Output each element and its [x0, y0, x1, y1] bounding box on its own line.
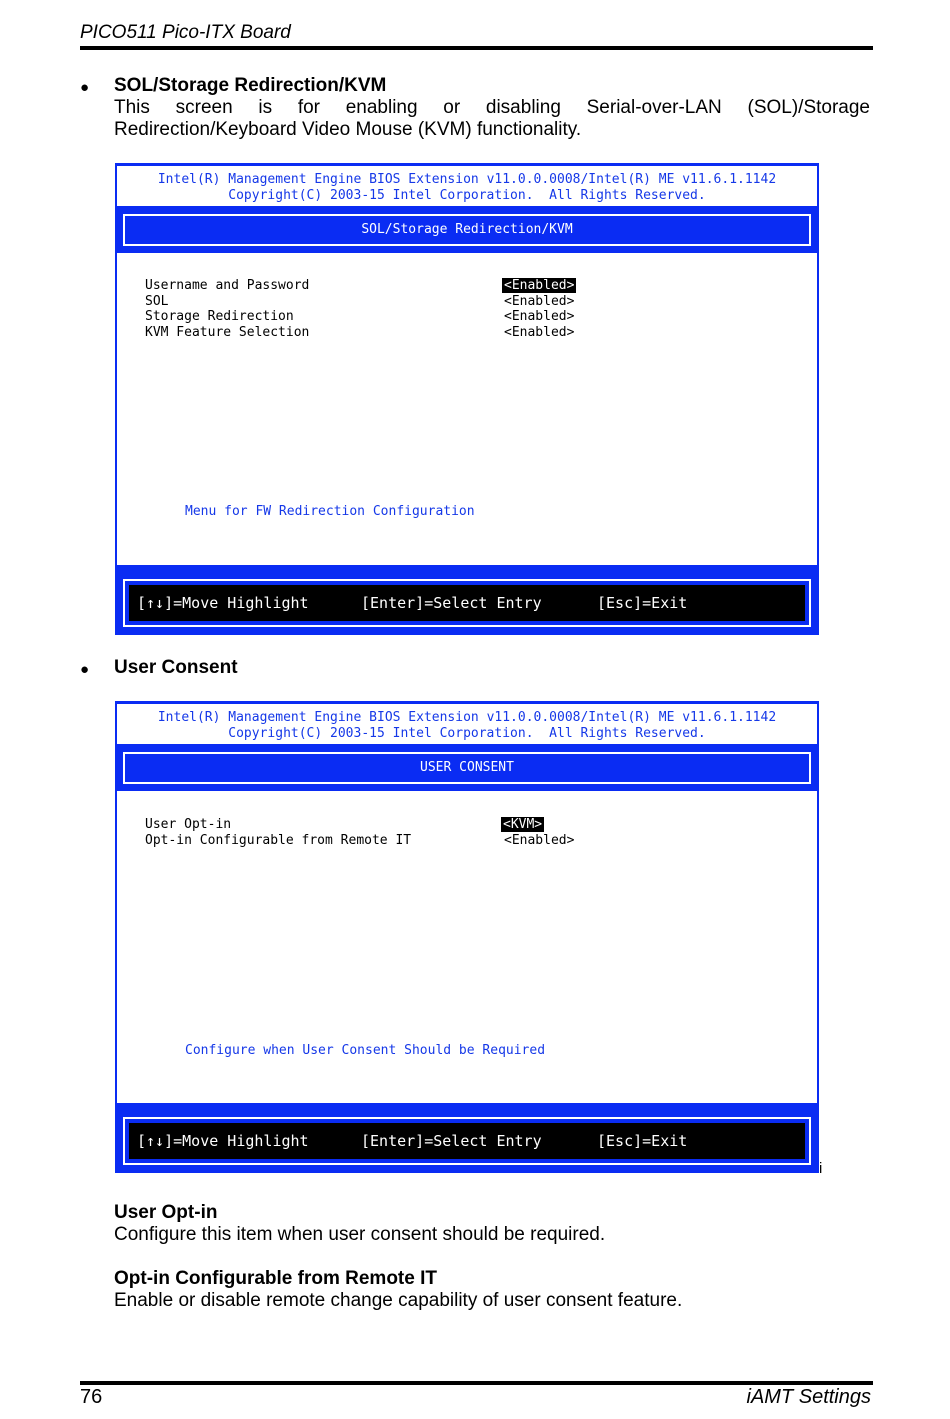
- section-title-sol: SOL/Storage Redirection/KVM: [114, 75, 387, 96]
- menu-item-storage-redirection[interactable]: Storage Redirection: [145, 309, 294, 324]
- desc-title-opt-in-remote: Opt-in Configurable from Remote IT: [114, 1268, 437, 1289]
- desc-text-opt-in-remote: Enable or disable remote change capability of user consent feature.: [114, 1290, 683, 1311]
- bios-menu-panel: [117, 253, 817, 565]
- footer-key-move: [↑↓]=Move Highlight: [137, 594, 309, 612]
- footer-key-exit: [Esc]=Exit: [597, 594, 688, 612]
- bios-screen-title: USER CONSENT: [123, 752, 811, 784]
- bios-header-line1: Intel(R) Management Engine BIOS Extension v11.0.0.0008/Intel(R) ME v11.6.1.1142: [157, 710, 777, 725]
- section-desc-sol-line1: This screen is for enabling or disabling Serial-over-LAN (SOL)/Storage: [114, 97, 870, 118]
- menu-value-storage-redirection[interactable]: <Enabled>: [504, 309, 575, 324]
- bios-header-line2: Copyright(C) 2003-15 Intel Corporation. All Rights Reserved.: [228, 726, 706, 741]
- desc-text-user-opt-in: Configure this item when user consent should be required.: [114, 1224, 606, 1245]
- bios-help-text: Configure when User Consent Should be Required: [185, 1043, 546, 1058]
- menu-item-opt-in-configurable[interactable]: Opt-in Configurable from Remote IT: [145, 833, 412, 848]
- bios-screen-sol: [115, 163, 819, 635]
- footer-key-select: [Enter]=Select Entry: [361, 594, 542, 612]
- page-header-title: PICO511 Pico-ITX Board: [80, 22, 291, 43]
- section-title-consent: User Consent: [114, 657, 238, 678]
- bios-header-line1: Intel(R) Management Engine BIOS Extension v11.0.0.0008/Intel(R) ME v11.6.1.1142: [157, 172, 777, 187]
- bios-help-text: Menu for FW Redirection Configuration: [185, 504, 475, 519]
- menu-item-username-password[interactable]: Username and Password: [145, 278, 310, 293]
- menu-item-user-opt-in[interactable]: User Opt-in: [145, 817, 232, 832]
- stray-mark: i: [819, 1160, 823, 1177]
- bios-footer: [123, 579, 811, 627]
- header-rule: [80, 46, 873, 50]
- bios-screen-title: SOL/Storage Redirection/KVM: [123, 214, 811, 246]
- bios-header-line2: Copyright(C) 2003-15 Intel Corporation. All Rights Reserved.: [228, 188, 706, 203]
- menu-item-sol[interactable]: SOL: [145, 294, 169, 309]
- footer-key-exit: [Esc]=Exit: [597, 1132, 688, 1150]
- bios-header: [117, 166, 817, 206]
- menu-value-sol[interactable]: <Enabled>: [504, 294, 575, 309]
- menu-item-kvm-feature-selection[interactable]: KVM Feature Selection: [145, 325, 310, 340]
- bios-header: [117, 704, 817, 744]
- desc-title-user-opt-in: User Opt-in: [114, 1202, 218, 1223]
- bios-menu-panel: [117, 791, 817, 1103]
- bullet-icon: ●: [80, 79, 90, 96]
- footer-rule: [80, 1381, 873, 1385]
- footer-key-select: [Enter]=Select Entry: [361, 1132, 542, 1150]
- page-number: 76: [80, 1386, 103, 1408]
- bios-footer: [123, 1117, 811, 1165]
- bullet-icon: ●: [80, 661, 90, 678]
- section-desc-sol-line2: Redirection/Keyboard Video Mouse (KVM) functionality.: [114, 119, 582, 140]
- menu-value-user-opt-in[interactable]: <KVM>: [503, 817, 543, 832]
- bios-screen-consent: [115, 701, 819, 1173]
- menu-value-opt-in-configurable[interactable]: <Enabled>: [504, 833, 575, 848]
- footer-key-move: [↑↓]=Move Highlight: [137, 1132, 309, 1150]
- menu-value-kvm-feature-selection[interactable]: <Enabled>: [504, 325, 575, 340]
- footer-section-title: iAMT Settings: [746, 1386, 871, 1408]
- menu-value-username-password[interactable]: <Enabled>: [504, 278, 575, 293]
